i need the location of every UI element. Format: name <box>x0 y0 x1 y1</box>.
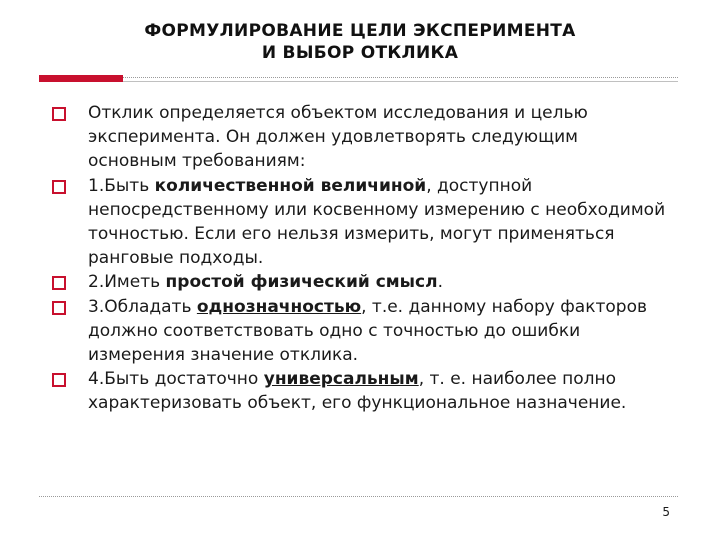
hollow-square-bullet-icon <box>52 276 66 290</box>
bullet-item-universality <box>52 367 672 415</box>
bullet-emphasis: количественной величиной <box>154 175 427 196</box>
bullet-item-quantitative <box>52 174 672 271</box>
bullet-text-prefix: 2.Иметь <box>88 272 166 293</box>
bullet-text: Отклик определяется объектом исследования и целью эксперимента. Он должен удовлетворять следующим основным требованиям: <box>88 103 588 172</box>
bullet-text-prefix: 1.Быть <box>88 175 155 196</box>
bullet-item-uniqueness <box>52 295 672 368</box>
title-accent-bar <box>39 75 123 82</box>
bullet-emphasis: однозначностью <box>196 296 362 317</box>
hollow-square-bullet-icon <box>52 180 66 194</box>
hollow-square-bullet-icon <box>52 373 66 387</box>
title-divider-dotted <box>123 77 678 78</box>
bullet-text-prefix: 3.Обладать <box>88 296 197 317</box>
bullet-item-response-definition <box>52 101 672 174</box>
slide-title-line-1: ФОРМУЛИРОВАНИЕ ЦЕЛИ ЭКСПЕРИМЕНТА <box>144 21 576 41</box>
bullet-text-suffix: , доступной непосредственному или косвенному измерению с необходимой точностью. Если его нельзя измерить, могут применяться ранговые подходы. <box>88 175 666 269</box>
bullet-item-physical-meaning <box>52 270 672 294</box>
slide-title <box>60 20 660 64</box>
footer-divider-dotted <box>39 496 678 497</box>
bullet-text-suffix: , т.е. данному набору факторов должно соответствовать одно с точностью до ошибки измерения значение отклика. <box>88 296 647 366</box>
page-number: 5 <box>662 505 670 519</box>
bullet-text-suffix: , т. е. наиболее полно характеризовать объект, его функциональное назначение. <box>88 369 627 414</box>
bullet-text-suffix: . <box>437 272 443 293</box>
hollow-square-bullet-icon <box>52 301 66 315</box>
title-divider-line <box>123 81 678 82</box>
bullet-list <box>52 101 672 416</box>
bullet-text-prefix: 4.Быть достаточно <box>88 369 264 390</box>
slide-title-line-2: И ВЫБОР ОТКЛИКА <box>261 43 459 63</box>
bullet-emphasis: универсальным <box>263 369 419 390</box>
hollow-square-bullet-icon <box>52 107 66 121</box>
bullet-emphasis: простой физический смысл <box>165 272 438 293</box>
